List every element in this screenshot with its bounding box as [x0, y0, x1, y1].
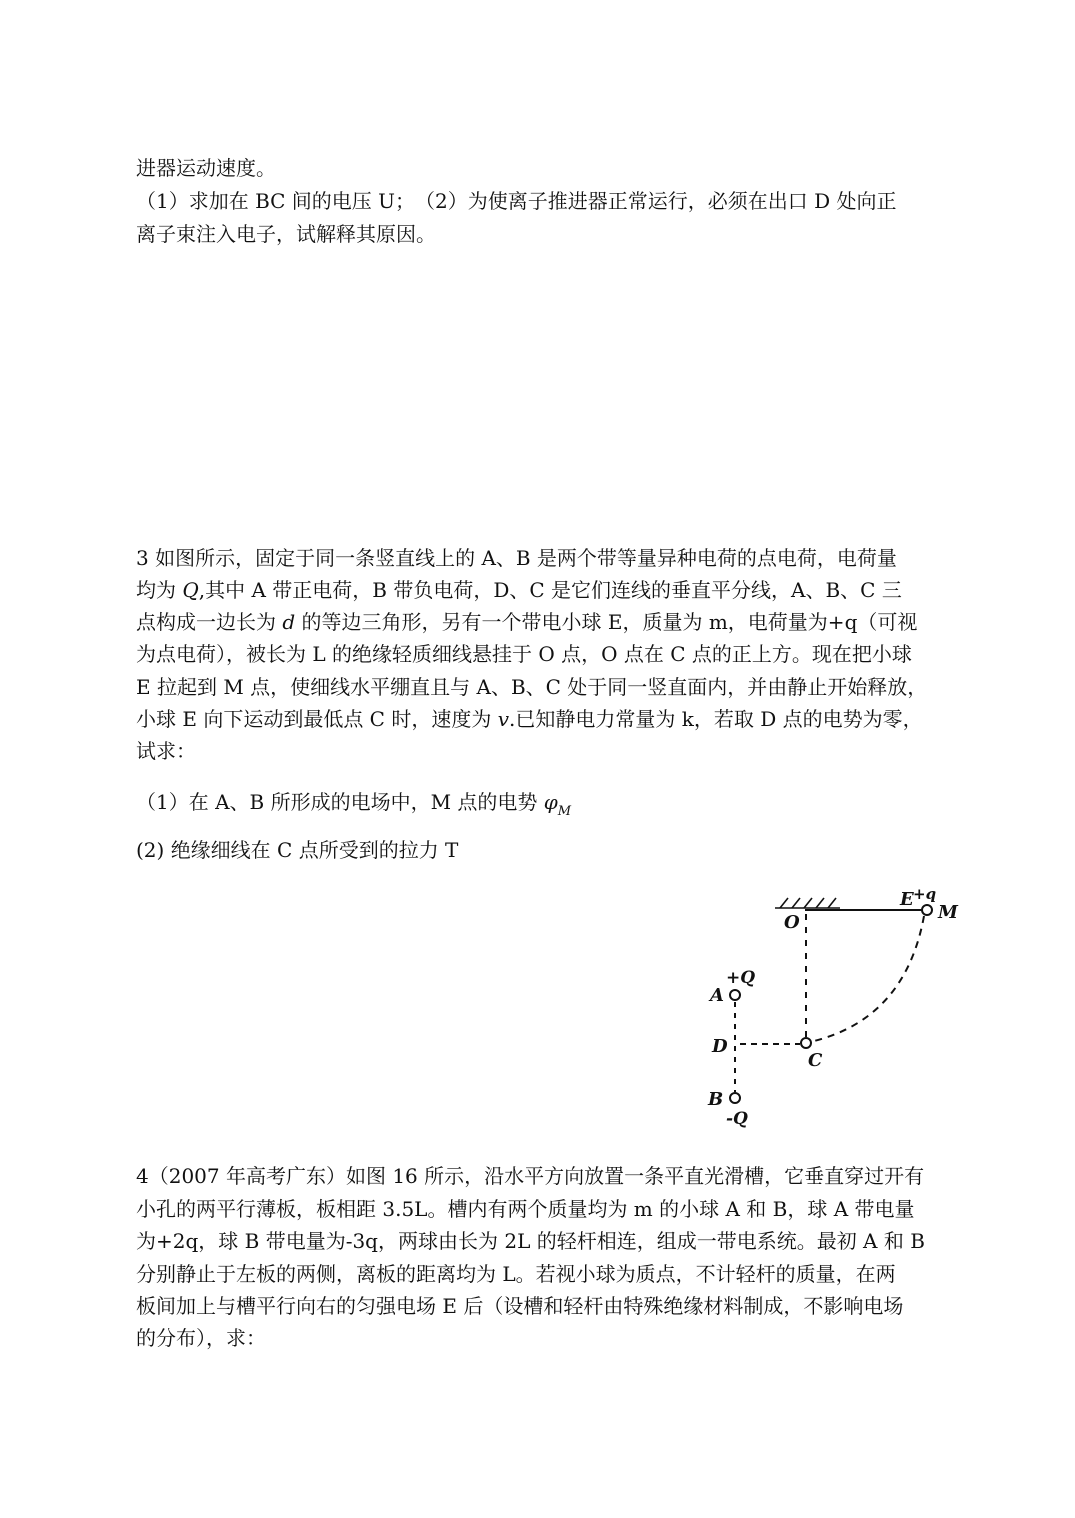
problem4-line-3: 为+2q，球 B 带电量为-3q，两球由长为 2L 的轻杆相连，组成一带电系统。最初 A 和 B [136, 1229, 925, 1253]
problem3-line-4: 为点电荷），被长为 L 的绝缘轻质细线悬挂于 O 点，O 点在 C 点的正上方。现在把小球 [136, 642, 912, 666]
arc-mc [810, 916, 924, 1042]
problem4-line-1: 4（2007 年高考广东）如图 16 所示，沿水平方向放置一条平直光滑槽，它垂直穿过开有 [136, 1164, 925, 1188]
label-c: C [808, 1050, 823, 1071]
point-a [730, 990, 740, 1000]
symbol-d: d [282, 610, 296, 634]
continuation-line-2: （1）求加在 BC 间的电压 U； （2）为使离子推进器正常运行，必须在出口 D 处向正 [136, 189, 897, 213]
problem3-line-5: E 拉起到 M 点，使细线水平绷直且与 A、B、C 处于同一竖直面内，并由静止开始释放， [136, 675, 928, 699]
label-e-charge: +q [913, 885, 937, 903]
problem3-question-2: (2) 绝缘细线在 C 点所受到的拉力 T [136, 838, 459, 862]
problem3-line-2: 均为 Q,其中 A 带正电荷，B 带负电荷，D、C 是它们连线的垂直平分线，A、B、C 三 [136, 578, 902, 602]
problem4-line-5: 板间加上与槽平行向右的匀强电场 E 后（设槽和轻杆由特殊绝缘材料制成，不影响电场 [136, 1294, 904, 1318]
symbol-v: v [497, 707, 510, 731]
problem4-line-6: 的分布），求： [136, 1326, 266, 1350]
problem3-line-3: 点构成一边长为 d 的等边三角形，另有一个带电小球 E，质量为 m，电荷量为+q（可视 [136, 610, 918, 634]
problem3-line-1: 3 如图所示，固定于同一条竖直线上的 A、B 是两个带等量异种电荷的点电荷，电荷量 [136, 546, 897, 570]
label-o: O [784, 912, 800, 933]
symbol-q: Q [182, 578, 199, 602]
problem4-line-2: 小孔的两平行薄板，板相距 3.5L。槽内有两个质量均为 m 的小球 A 和 B，球 A 带电量 [136, 1197, 915, 1221]
label-b-charge: -Q [726, 1109, 748, 1129]
problem3-question-1: （1）在 A、B 所形成的电场中，M 点的电势 $\varphi_M$ [136, 790, 572, 819]
symbol-phi: φ [543, 790, 558, 814]
problem3-line-6: 小球 E 向下运动到最低点 C 时，速度为 v.已知静电力常量为 k，若取 D 点的电势为零， [136, 707, 923, 731]
label-d: D [712, 1036, 728, 1057]
label-a: A [710, 985, 724, 1006]
problem3-line-7: 试求： [136, 739, 196, 763]
point-c [801, 1038, 811, 1048]
problem4-line-4: 分别静止于左板的两侧，离板的距离均为 L。若视小球为质点，不计轻杆的质量，在两 [136, 1262, 896, 1286]
ceiling-hatch [775, 898, 840, 908]
label-b: B [708, 1089, 724, 1110]
continuation-line-1: 进器运动速度。 [136, 156, 276, 180]
label-a-charge: +Q [726, 968, 756, 988]
point-m [922, 905, 932, 915]
point-b [730, 1093, 740, 1103]
problem3-figure [700, 880, 970, 1145]
continuation-line-3: 离子束注入电子，试解释其原因。 [136, 222, 436, 246]
label-e: E [900, 889, 914, 910]
label-m: M [938, 902, 958, 923]
